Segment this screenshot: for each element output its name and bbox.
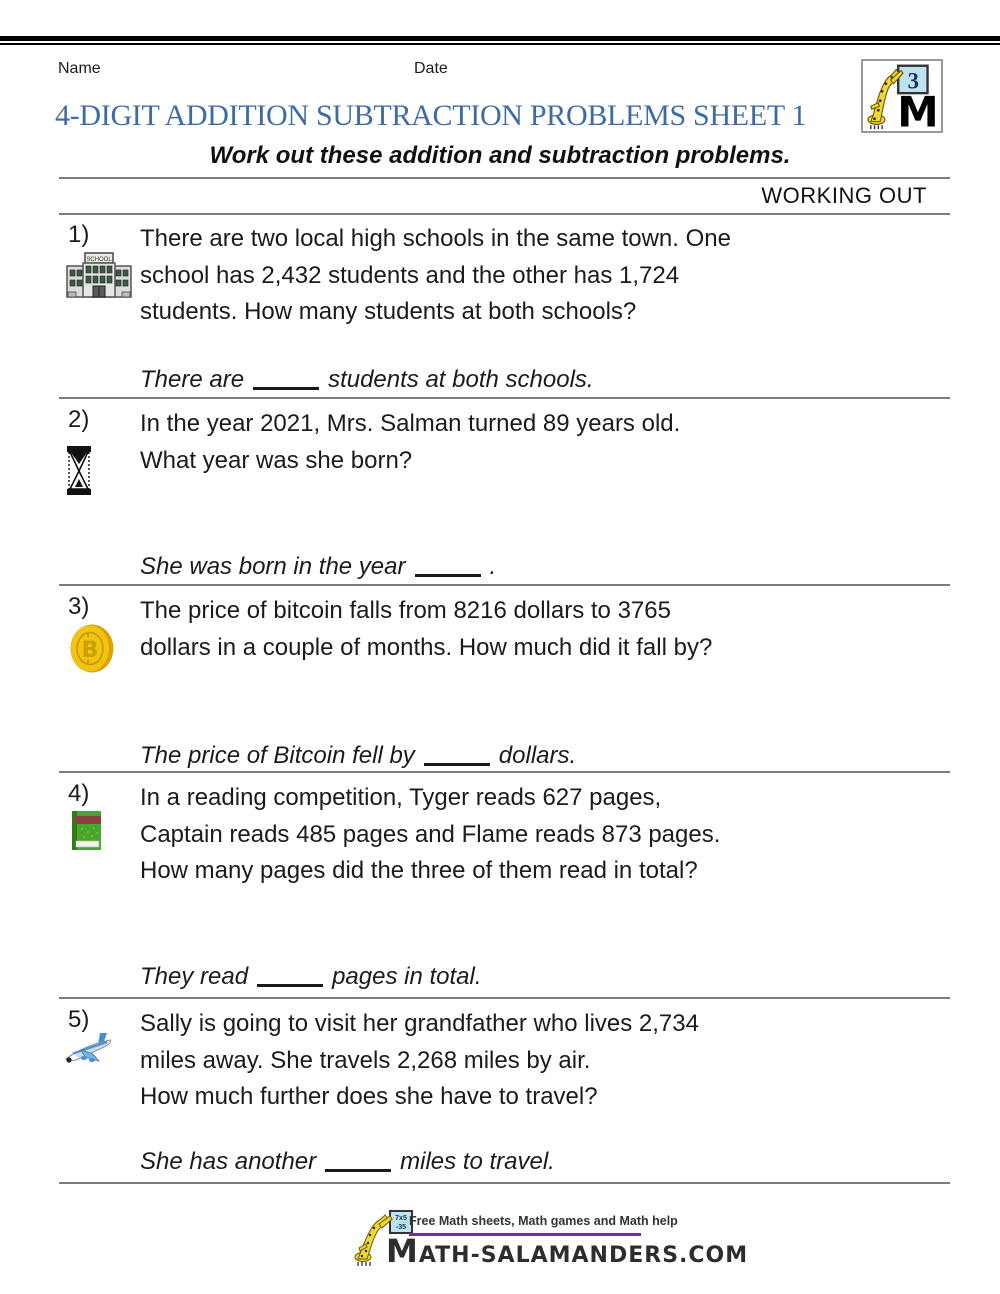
answer-prefix: There are bbox=[140, 366, 245, 393]
answer-prefix: She was born in the year bbox=[140, 553, 406, 580]
answer-blank bbox=[424, 761, 490, 766]
problem-number: 3) bbox=[68, 593, 90, 620]
school-icon bbox=[66, 252, 132, 298]
problem-line: How many pages did the three of them read in total? bbox=[140, 857, 698, 885]
wordmark-m: M bbox=[386, 1232, 419, 1270]
problem-text bbox=[140, 221, 950, 331]
book-icon bbox=[72, 811, 101, 850]
answer-blank bbox=[325, 1167, 391, 1172]
answer-prefix: They read bbox=[140, 963, 249, 990]
site-wordmark bbox=[386, 1232, 748, 1270]
problem-line: How much further does she have to travel? bbox=[140, 1083, 598, 1111]
answer-suffix: students at both schools. bbox=[328, 366, 594, 393]
top-rule-thin bbox=[0, 43, 1000, 45]
problem-row-5 bbox=[0, 999, 1000, 1182]
answer-blank bbox=[253, 385, 319, 390]
answer-suffix: pages in total. bbox=[332, 963, 482, 990]
problem-line: The price of bitcoin falls from 8216 dollars to 3765 bbox=[140, 597, 671, 624]
answer-sentence bbox=[140, 742, 576, 770]
problem-number: 1) bbox=[68, 221, 90, 248]
problem-text bbox=[140, 406, 950, 479]
working-out-header: WORKING OUT bbox=[761, 183, 927, 208]
answer-sentence bbox=[140, 963, 482, 991]
svg-text:B: B bbox=[81, 638, 99, 663]
problem-line: students. How many students at both schools? bbox=[140, 298, 637, 326]
problem-line: In a reading competition, Tyger reads 627 pages, bbox=[140, 784, 662, 811]
problem-text bbox=[140, 780, 950, 890]
problem-row-1 bbox=[0, 214, 1000, 397]
problem-number: 4) bbox=[68, 780, 90, 807]
wordmark-rest: ATH-SALAMANDERS.COM bbox=[418, 1243, 749, 1268]
svg-text:SCHOOL: SCHOOL bbox=[86, 257, 112, 263]
problem-line: dollars in a couple of months. How much did it fall by? bbox=[140, 633, 713, 661]
answer-suffix: . bbox=[489, 553, 497, 580]
name-label: Name bbox=[58, 60, 101, 77]
problem-number: 2) bbox=[68, 406, 90, 433]
answer-suffix: miles to travel. bbox=[400, 1148, 555, 1175]
answer-prefix: She has another bbox=[140, 1148, 317, 1175]
footer-tagline: Free Math sheets, Math games and Math help bbox=[409, 1214, 641, 1236]
page-subtitle: Work out these addition and subtraction problems. bbox=[209, 142, 791, 169]
problem-row-2 bbox=[0, 399, 1000, 584]
answer-blank bbox=[415, 572, 481, 577]
divider bbox=[59, 177, 950, 179]
divider bbox=[59, 1182, 950, 1184]
top-rule-thick bbox=[0, 36, 1000, 41]
svg-text:-35: -35 bbox=[395, 1224, 407, 1231]
date-label: Date bbox=[414, 60, 448, 77]
answer-suffix: dollars. bbox=[498, 742, 577, 769]
footer-logo bbox=[352, 1207, 749, 1273]
problem-row-3 bbox=[0, 586, 1000, 771]
problem-line: What year was she born? bbox=[140, 446, 413, 474]
salamander-easel-icon bbox=[863, 61, 941, 131]
answer-sentence bbox=[140, 1148, 555, 1176]
svg-text:3: 3 bbox=[907, 68, 920, 94]
page-title: 4-DIGIT ADDITION SUBTRACTION PROBLEMS SHEET 1 bbox=[55, 99, 807, 132]
answer-sentence bbox=[140, 553, 496, 581]
problem-line: In the year 2021, Mrs. Salman turned 89 years old. bbox=[140, 410, 681, 437]
answer-blank bbox=[257, 982, 323, 987]
problem-line: There are two local high schools in the same town. One bbox=[140, 225, 731, 252]
problem-text bbox=[140, 1006, 950, 1116]
problem-text bbox=[140, 593, 950, 666]
svg-text:M: M bbox=[897, 87, 939, 131]
svg-text:7x5: 7x5 bbox=[395, 1215, 407, 1222]
math-salamanders-grade-logo bbox=[861, 59, 943, 133]
problem-line: Sally is going to visit her grandfather who lives 2,734 bbox=[140, 1010, 699, 1037]
problem-line: school has 2,432 students and the other has 1,724 bbox=[140, 261, 680, 289]
bitcoin-icon bbox=[70, 624, 114, 673]
problem-number: 5) bbox=[68, 1006, 90, 1033]
answer-prefix: The price of Bitcoin fell by bbox=[140, 742, 415, 769]
problem-row-4 bbox=[0, 773, 1000, 997]
airplane-icon bbox=[64, 1032, 114, 1068]
problem-line: miles away. She travels 2,268 miles by air. bbox=[140, 1046, 591, 1074]
answer-sentence bbox=[140, 366, 594, 394]
problem-line: Captain reads 485 pages and Flame reads 873 pages. bbox=[140, 820, 721, 848]
hourglass-icon bbox=[67, 446, 91, 495]
